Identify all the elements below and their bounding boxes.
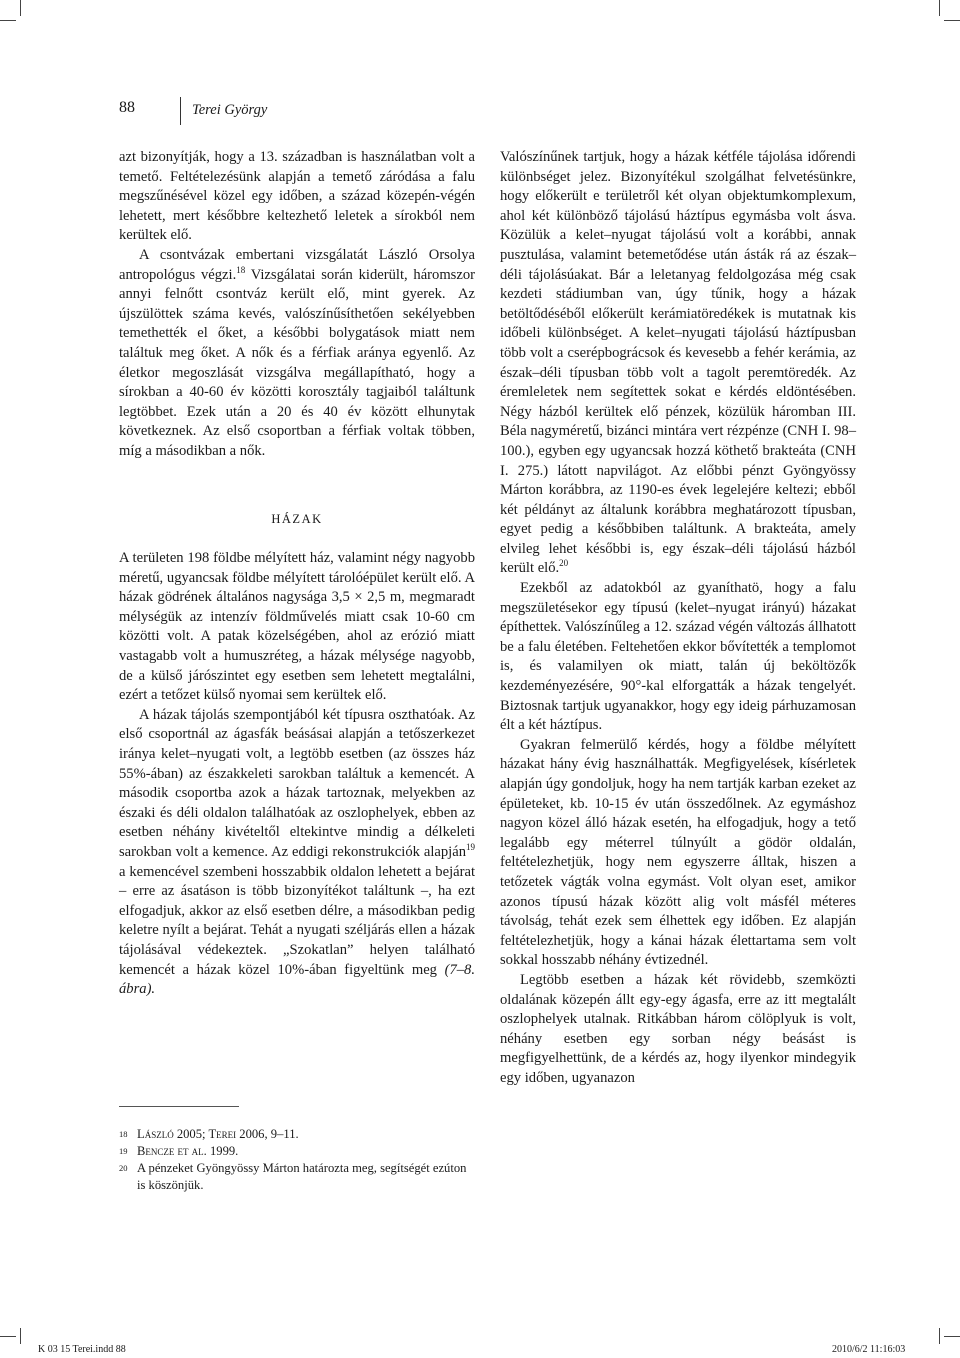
crop-mark: [0, 1336, 16, 1337]
print-slug-file: K 03 15 Terei.indd 88: [38, 1344, 126, 1355]
crop-mark: [944, 20, 960, 21]
footnote-divider: [119, 1106, 239, 1107]
footnote-ref[interactable]: 20: [559, 558, 569, 569]
crop-mark: [939, 0, 940, 16]
footnote-text: Bencze et al. 1999.: [137, 1144, 239, 1158]
paragraph: Ezekből az adatokból az gyaníthatö, hogy a falu megszületésekor egy típusú (kelet–nyugat irányú) házakat építhettek. Valószínűleg a 12. század végén változás állhatott be a falu életében. Feltehetően ekkor bővítették a templomot is, és valamilyen ok miatt, talán új beköltözők kezdeményezésére, 90°-kal elforgatták a házak tengelyét. Biztosnak tartjuk ugyanakkor, hogy egy ideig párhuzamosan élt a két háztípus.: [500, 580, 856, 734]
footnote-ref[interactable]: 19: [466, 842, 475, 853]
footnote-number: 20: [119, 1163, 128, 1173]
paragraph: A csontvázak embertani vizsgálatát László Orsolya antropológus végzi.$^{18}$ Vizsgálatai során kiderült, háromszor annyi felnőtt csontváz került elő, mint gyerek. Az újszülöttek száma kevés, valószínűsíthetően sekélyebben temethették el őket, a későbbi bolygatások miatt nem találtuk meg őket. A nők és a férfiak aránya egyenlő. Az életkor megoszlását vizsgálva megállapítható, hogy a sírokban a 40-60 év közötti korosztály tagjaiból találtunk legtöbbet. Ezek után a 20 és 40 év között elhunytak következnek. Az első csoportban a férfiak voltak többen, míg a másodikban a nők.: [119, 246, 475, 459]
paragraph: Legtöbb esetben a házak két rövidebb, szemközti oldalának közepén állt egy-egy ágasfa, erre az itt megtalált oszlophelyek utalnak. Ritkábban három cölöplyuk is volt, néhány esetben egy sorban négy beásást is megfigyelhettünk, de a kérdés az, hogy ilyenkor mindegyik egy időben, ugyanazon: [500, 971, 856, 1086]
header-divider: [180, 97, 181, 125]
footnote: [119, 1126, 475, 1143]
footnote: [119, 1160, 475, 1194]
footnote-ref[interactable]: 18: [236, 264, 246, 275]
left-column: [119, 148, 475, 1000]
crop-mark: [939, 1328, 940, 1344]
section-title: HÁZAK: [271, 511, 323, 526]
paragraph: Valószínűnek tartjuk, hogy a házak kétféle tájolása időrendi különbséget jelez. Bizonyítékul szolgálhat felvetésünkre, hogy előkerült e területről két olyan objektumkomplexum, ahol két különböző tájolású háztípus egymásba volt ásva. Közülük a kelet–nyugat tájolású volt a korábbi, annak pusztulása, valamint betemetődése után ásták rá az észak–déli tájolásúakat. Bár a leletanyag feldolgozása még csak kezdeti stádiumban van, úgy tűnik, hogy a házak betöltődéséből előkerült kerámiatöredékek is mutatnak kis időbeli különbséget. A kelet–nyugati tájolású háztípusban több volt a cserépbográcsok és kevesebb a fehér kerámia, az észak–déli típusban több volt a tagolt peremtöredék. Az éremleletek nem segítettek sokat e kérdés eldöntésében. Négy házból kerültek elő pénzek, közülük háromban III. Béla nagyméretű, bizánci mintára vert rézpénze (CNH I. 98–100.), egyben egy ugyancsak hozzá köthető brakteáta (CNH I. 275.) látott napvilágot. Az előbbi pénzt Gyöngyössy Márton korábbra, az 1190-es évek legelejére keltezi; ebből két példányt az általunk korábbra meghatározott típusban, egyet pedig a későbbiben találtunk. A brakteáta, amely elvileg lehet későbbi is, egy észak–déli tájolású házból került elő.$^{20}$: [500, 149, 856, 577]
paragraph: Gyakran felmerülő kérdés, hogy a földbe mélyített házakat hány évig használhatták. Megfigyelések, kísérletek alapján úgy gondoljuk, hogy ha nem tartják karban ezeket az épületeket, kb. 10-15 év után összedőlnek. Az egymáshoz nagyon közel álló házak esetén, ha elfogadjuk, hogy a tető legalább egy méterrel túlnyúlt a gödör oldalán, feltételezhetjük, hogy nem egyszerre álltak, hiszen a tetőzetek vágták volna egymást. Volt olyan eset, amikor azonos típusú házak között alig volt másfél méteres távolság, tehát ezek sem élhettek egy időben. Ez alapján feltételezhetjük, hogy a kánai házak élettartama sem volt sokkal hosszabb néhány évtizednél.: [500, 736, 856, 969]
crop-mark: [944, 1336, 960, 1337]
footnote-text: László 2005; Terei 2006, 9–11.: [137, 1127, 299, 1141]
paragraph: azt bizonyítják, hogy a 13. században is használatban volt a temető. Feltételezésünk alapján a temető záródása a falu megszűnésével közel egy időben, a század közepén-végén lehetett, mert későbbre keltezhető leletek a sírokból nem kerültek elő.: [119, 149, 475, 244]
crop-mark: [20, 1328, 21, 1344]
right-column: [500, 148, 856, 1089]
paragraph: A házak tájolás szempontjából két típusra oszthatóak. Az első csoportnál az ágasfák beásásai alapján a tetőszerkezet iránya kelet–nyugati volt, a legtöbb esetben (az összes ház 55%-ában) az északkeleti sarokban találtuk a kemencét. A második csoportba azok a házak tartoznak, melyekben az északi és déli oldalon találhatóak az oszlophelyek, ebben az esetben néhány kivételtől eltekintve mindig a délkeleti sarokban volt a kemence. Az eddigi rekonstrukciók alapján$^{19}$ a kemencével szembeni hosszabbik oldalon lehetett a bejárat – erre az ásatáson is több bizonyítékot találtunk –, ha ezt elfogadjuk, akkor az első esetben délre, a másodikban pedig keletre nyílt a bejárat. Tehát a nyugati széljárás ellen a házak tájolásával védekeztek. „Szokatlan” helyen található kemencét a házak közel 10%-ában figyeltünk meg (7–8. ábra).: [119, 706, 475, 998]
footnote-number: 18: [119, 1129, 128, 1139]
figure-reference: (7–8. ábra).: [119, 961, 475, 998]
footnotes: [119, 1126, 475, 1194]
footnote: [119, 1143, 475, 1160]
paragraph: A területen 198 földbe mélyített ház, valamint négy nagyobb méretű, ugyancsak földbe mélyített tárolóépület került elő. A házak gödrének általános nagysága 3,5 × 2,5 m, megmaradt mélységük az intenzív földművelés miatt csak 10-60 cm közötti volt. A patak közelségében, ahol az erózió miatt vastagabb volt a humuszréteg, a házak mélysége nagyobb, de a külső járószintet egy esetben sem lehetett megtalálni, ezért a tetőzet külső nyomai sem kerültek elő.: [119, 550, 475, 704]
running-head-author: Terei György: [192, 102, 268, 118]
footnote-text: A pénzeket Gyöngyössy Márton határozta meg, segítségét ezúton is köszönjük.: [137, 1161, 467, 1192]
crop-mark: [0, 20, 16, 21]
page-number: 88: [119, 99, 135, 116]
crop-mark: [20, 0, 21, 16]
print-slug-timestamp: 2010/6/2 11:16:03: [832, 1344, 906, 1355]
footnote-number: 19: [119, 1146, 128, 1156]
